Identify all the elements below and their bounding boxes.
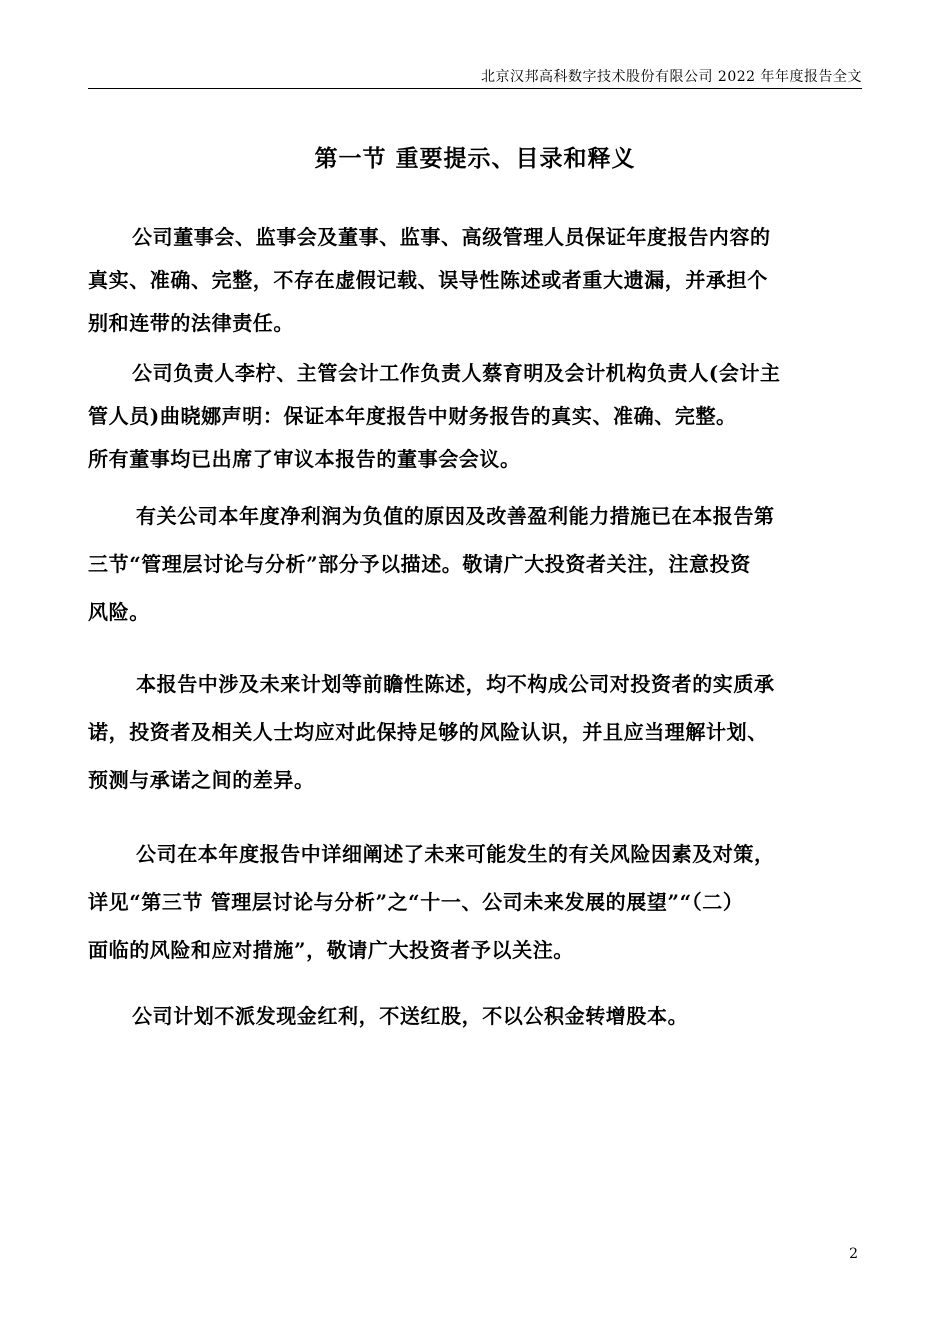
- paragraph-line: 本报告中涉及未来计划等前瞻性陈述，均不构成公司对投资者的实质承: [136, 672, 775, 696]
- paragraph-board-guarantee: [88, 216, 868, 345]
- paragraph-line: 公司负责人李柠、主管会计工作负责人蔡育明及会计机构负责人(会计主: [132, 361, 781, 385]
- paragraph-line: 公司董事会、监事会及董事、监事、高级管理人员保证年度报告内容的: [132, 225, 771, 249]
- paragraph-responsible-persons: [88, 352, 868, 481]
- paragraph-line: 真实、准确、完整，不存在虚假记载、误导性陈述或者重大遗漏，并承担个: [88, 268, 768, 292]
- paragraph-risk-factors: [88, 830, 868, 974]
- paragraph-line: 详见“第三节 管理层讨论与分析”之“十一、公司未来发展的展望”“（二）: [88, 890, 744, 914]
- section-title: 第一节 重要提示、目录和释义: [314, 145, 636, 172]
- running-header: 北京汉邦高科数字技术股份有限公司 2022 年年度报告全文: [480, 69, 862, 85]
- paragraph-line: 所有董事均已出席了审议本报告的董事会会议。: [88, 447, 521, 471]
- paragraph-dividend-plan: [88, 992, 868, 1040]
- page-number: 2: [849, 1246, 858, 1262]
- paragraph-line: 三节“管理层讨论与分析”部分予以描述。敬请广大投资者关注，注意投资: [88, 552, 751, 576]
- paragraph-line: 公司计划不派发现金红利，不送红股，不以公积金转增股本。: [132, 1004, 689, 1028]
- paragraph-forward-looking: [88, 660, 868, 804]
- paragraph-line: 别和连带的法律责任。: [88, 311, 294, 335]
- paragraph-line: 管人员)曲晓娜声明：保证本年度报告中财务报告的真实、准确、完整。: [88, 404, 737, 428]
- paragraph-line: 公司在本年度报告中详细阐述了未来可能发生的有关风险因素及对策，: [136, 842, 775, 866]
- paragraph-line: 有关公司本年度净利润为负值的原因及改善盈利能力措施已在本报告第: [136, 504, 775, 528]
- header-divider: [88, 88, 862, 89]
- paragraph-line: 面临的风险和应对措施”，敬请广大投资者予以关注。: [88, 938, 574, 962]
- paragraph-line: 预测与承诺之间的差异。: [88, 768, 315, 792]
- paragraph-line: 风险。: [88, 600, 150, 624]
- paragraph-net-profit: [88, 492, 868, 636]
- paragraph-line: 诺，投资者及相关人士均应对此保持足够的风险认识，并且应当理解计划、: [88, 720, 768, 744]
